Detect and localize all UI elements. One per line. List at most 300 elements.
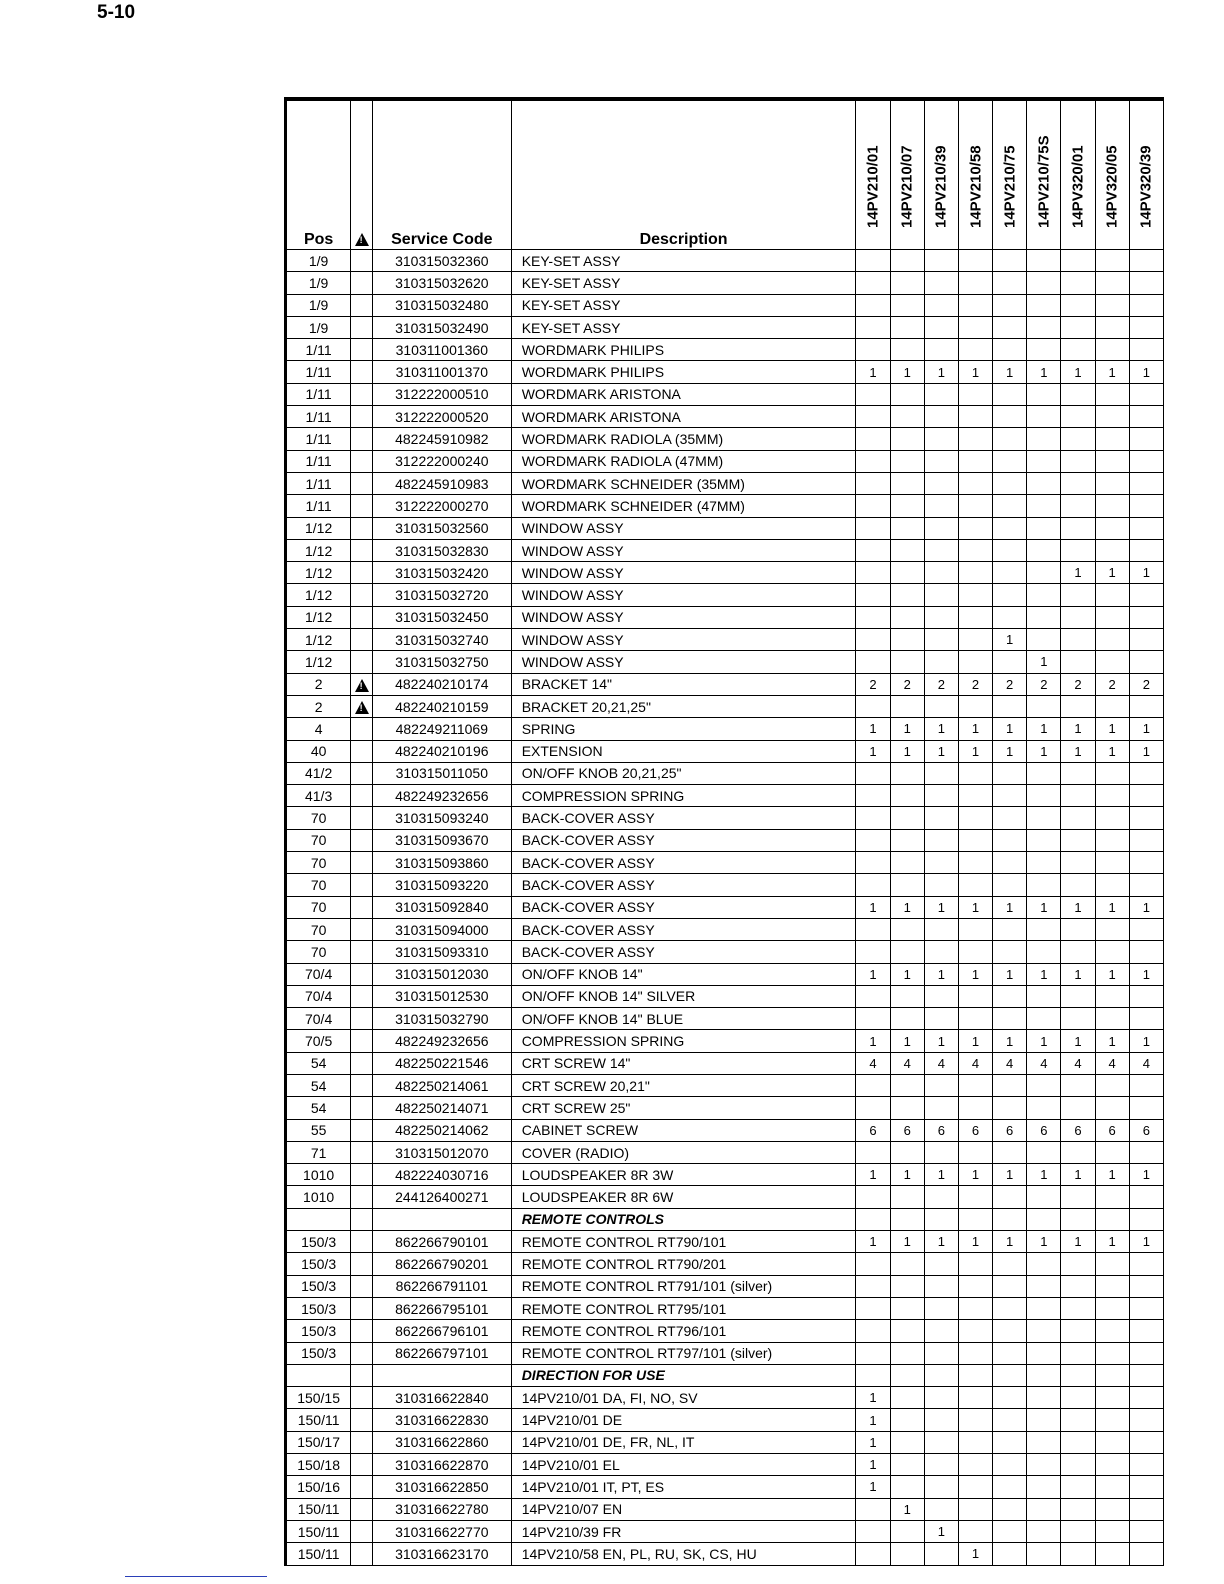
quantity-cell: [958, 1342, 992, 1364]
quantity-cell: [890, 250, 924, 272]
quantity-cell: [1129, 339, 1163, 361]
quantity-cell: [856, 829, 890, 851]
header-service-code: Service Code: [372, 99, 511, 250]
quantity-cell: [1129, 272, 1163, 294]
quantity-cell: [1027, 1387, 1061, 1409]
quantity-cell: [1095, 1186, 1129, 1208]
quantity-cell: [924, 695, 958, 717]
quantity-cell: [1129, 1454, 1163, 1476]
quantity-cell: [890, 1454, 924, 1476]
quantity-cell: [856, 1498, 890, 1520]
pos-cell: 150/17: [286, 1431, 351, 1453]
quantity-cell: 1: [993, 963, 1027, 985]
warning-cell: [351, 495, 373, 517]
quantity-cell: [856, 1520, 890, 1542]
quantity-cell: [856, 450, 890, 472]
quantity-cell: [1027, 1520, 1061, 1542]
quantity-cell: [1061, 606, 1095, 628]
quantity-cell: [958, 1387, 992, 1409]
pos-cell: 150/15: [286, 1387, 351, 1409]
description-cell: WORDMARK ARISTONA: [511, 406, 856, 428]
quantity-cell: 2: [958, 673, 992, 695]
description-cell: 14PV210/01 DA, FI, NO, SV: [511, 1387, 856, 1409]
quantity-cell: [958, 1208, 992, 1230]
description-cell: COVER (RADIO): [511, 1141, 856, 1163]
quantity-cell: [890, 785, 924, 807]
warning-triangle-icon: [355, 679, 369, 692]
quantity-cell: [993, 606, 1027, 628]
quantity-cell: [1061, 383, 1095, 405]
quantity-cell: [856, 1543, 890, 1565]
quantity-cell: [924, 1543, 958, 1565]
quantity-cell: [1129, 829, 1163, 851]
quantity-cell: [1061, 1008, 1095, 1030]
quantity-cell: [1061, 294, 1095, 316]
quantity-cell: [890, 807, 924, 829]
service-code-cell: 310315093220: [372, 874, 511, 896]
quantity-cell: [1129, 495, 1163, 517]
warning-cell: [351, 1476, 373, 1498]
quantity-cell: [958, 1253, 992, 1275]
quantity-cell: [993, 651, 1027, 673]
quantity-cell: [856, 1320, 890, 1342]
quantity-cell: [993, 428, 1027, 450]
warning-cell: [351, 1030, 373, 1052]
footer-rule: [125, 1576, 267, 1577]
description-cell: REMOTE CONTROL RT790/101: [511, 1231, 856, 1253]
service-code-cell: 310315012530: [372, 985, 511, 1007]
quantity-cell: [890, 874, 924, 896]
quantity-cell: [856, 1253, 890, 1275]
quantity-cell: [958, 941, 992, 963]
quantity-cell: [1095, 1543, 1129, 1565]
quantity-cell: [856, 250, 890, 272]
table-row: [286, 606, 1164, 628]
header-model: 14PV210/75S: [1027, 99, 1061, 250]
pos-cell: 150/11: [286, 1520, 351, 1542]
quantity-cell: [924, 1074, 958, 1096]
quantity-cell: 1: [1095, 361, 1129, 383]
quantity-cell: [1027, 807, 1061, 829]
pos-cell: 1/11: [286, 406, 351, 428]
quantity-cell: [1027, 250, 1061, 272]
table-row: [286, 1074, 1164, 1096]
quantity-cell: [856, 383, 890, 405]
quantity-cell: [993, 1476, 1027, 1498]
quantity-cell: 1: [924, 740, 958, 762]
description-cell: BRACKET 20,21,25": [511, 695, 856, 717]
quantity-cell: [1129, 517, 1163, 539]
quantity-cell: [1027, 450, 1061, 472]
quantity-cell: [1129, 651, 1163, 673]
pos-cell: 150/3: [286, 1297, 351, 1319]
section-heading: REMOTE CONTROLS: [511, 1208, 856, 1230]
quantity-cell: [1027, 1141, 1061, 1163]
quantity-cell: [1061, 1431, 1095, 1453]
pos-cell: 70: [286, 918, 351, 940]
pos-cell: 150/3: [286, 1320, 351, 1342]
quantity-cell: [1095, 406, 1129, 428]
quantity-cell: [1129, 1297, 1163, 1319]
description-cell: WINDOW ASSY: [511, 629, 856, 651]
quantity-cell: [890, 339, 924, 361]
quantity-cell: [1129, 807, 1163, 829]
quantity-cell: [958, 651, 992, 673]
quantity-cell: [856, 406, 890, 428]
quantity-cell: [1061, 985, 1095, 1007]
quantity-cell: [1027, 1097, 1061, 1119]
table-row: [286, 1297, 1164, 1319]
quantity-cell: 1: [890, 740, 924, 762]
service-code-cell: 310315032450: [372, 606, 511, 628]
quantity-cell: [1095, 1297, 1129, 1319]
quantity-cell: [1129, 1275, 1163, 1297]
quantity-cell: [924, 339, 958, 361]
quantity-cell: [1061, 941, 1095, 963]
quantity-cell: [890, 762, 924, 784]
quantity-cell: [1027, 495, 1061, 517]
quantity-cell: 1: [958, 1030, 992, 1052]
pos-cell: 150/3: [286, 1342, 351, 1364]
quantity-cell: [856, 1297, 890, 1319]
table-row: [286, 896, 1164, 918]
quantity-cell: [958, 1520, 992, 1542]
quantity-cell: [1027, 606, 1061, 628]
service-code-cell: 482250214071: [372, 1097, 511, 1119]
quantity-cell: [1095, 339, 1129, 361]
quantity-cell: [1027, 1297, 1061, 1319]
quantity-cell: [890, 852, 924, 874]
quantity-cell: [993, 1498, 1027, 1520]
quantity-cell: 1: [856, 361, 890, 383]
pos-cell: 71: [286, 1141, 351, 1163]
quantity-cell: [856, 1275, 890, 1297]
table-row: [286, 918, 1164, 940]
quantity-cell: 4: [924, 1052, 958, 1074]
pos-cell: 55: [286, 1119, 351, 1141]
service-code-cell: 310315032830: [372, 539, 511, 561]
quantity-cell: [890, 918, 924, 940]
service-code-cell: 482250214062: [372, 1119, 511, 1141]
quantity-cell: [924, 762, 958, 784]
quantity-cell: [1129, 1543, 1163, 1565]
quantity-cell: 1: [993, 718, 1027, 740]
quantity-cell: [924, 1409, 958, 1431]
quantity-cell: 2: [1061, 673, 1095, 695]
quantity-cell: [993, 874, 1027, 896]
quantity-cell: 1: [958, 963, 992, 985]
pos-cell: 150/3: [286, 1231, 351, 1253]
quantity-cell: [1027, 1543, 1061, 1565]
quantity-cell: 1: [924, 1231, 958, 1253]
quantity-cell: [958, 406, 992, 428]
quantity-cell: [924, 629, 958, 651]
pos-cell: 1/9: [286, 272, 351, 294]
service-code-cell: 312222000510: [372, 383, 511, 405]
quantity-cell: [1027, 339, 1061, 361]
quantity-cell: [856, 539, 890, 561]
quantity-cell: 6: [924, 1119, 958, 1141]
service-code-cell: 310315012070: [372, 1141, 511, 1163]
service-code-cell: 310316622830: [372, 1409, 511, 1431]
quantity-cell: [890, 629, 924, 651]
quantity-cell: [993, 250, 1027, 272]
quantity-cell: 1: [1129, 740, 1163, 762]
page-number: 5-10: [97, 2, 136, 23]
quantity-cell: [1129, 1253, 1163, 1275]
quantity-cell: [958, 762, 992, 784]
quantity-cell: [1129, 918, 1163, 940]
table-row: [286, 629, 1164, 651]
quantity-cell: [924, 294, 958, 316]
description-cell: BACK-COVER ASSY: [511, 874, 856, 896]
quantity-cell: [856, 1097, 890, 1119]
quantity-cell: 1: [1061, 1164, 1095, 1186]
quantity-cell: 1: [1061, 1030, 1095, 1052]
warning-cell: [351, 1097, 373, 1119]
description-cell: ON/OFF KNOB 14": [511, 963, 856, 985]
quantity-cell: [993, 495, 1027, 517]
table-body: [286, 250, 1164, 1566]
quantity-cell: [1095, 250, 1129, 272]
quantity-cell: 1: [958, 1164, 992, 1186]
pos-cell: 70/4: [286, 1008, 351, 1030]
quantity-cell: [1027, 1409, 1061, 1431]
quantity-cell: 1: [1061, 361, 1095, 383]
quantity-cell: [1027, 428, 1061, 450]
quantity-cell: [1095, 1275, 1129, 1297]
quantity-cell: [1095, 472, 1129, 494]
quantity-cell: [1095, 1141, 1129, 1163]
table-row: [286, 316, 1164, 338]
quantity-cell: [1061, 1141, 1095, 1163]
pos-cell: 1/12: [286, 517, 351, 539]
quantity-cell: [993, 1454, 1027, 1476]
quantity-cell: [1095, 584, 1129, 606]
quantity-cell: [1129, 985, 1163, 1007]
quantity-cell: [1061, 651, 1095, 673]
table-row: [286, 294, 1164, 316]
pos-cell: 70: [286, 896, 351, 918]
warning-cell: [351, 852, 373, 874]
quantity-cell: [1027, 562, 1061, 584]
quantity-cell: 1: [1095, 1231, 1129, 1253]
table-row: [286, 517, 1164, 539]
quantity-cell: [924, 584, 958, 606]
quantity-cell: 1: [856, 1431, 890, 1453]
quantity-cell: [958, 829, 992, 851]
quantity-cell: [1095, 874, 1129, 896]
description-cell: EXTENSION: [511, 740, 856, 762]
quantity-cell: [993, 1320, 1027, 1342]
quantity-cell: [924, 517, 958, 539]
quantity-cell: [993, 852, 1027, 874]
quantity-cell: [890, 495, 924, 517]
description-cell: WORDMARK RADIOLA (47MM): [511, 450, 856, 472]
quantity-cell: [1129, 383, 1163, 405]
quantity-cell: 1: [890, 718, 924, 740]
quantity-cell: 1: [1027, 896, 1061, 918]
pos-cell: 70: [286, 829, 351, 851]
parts-list-table: [284, 97, 1155, 1584]
quantity-cell: [1129, 695, 1163, 717]
quantity-cell: 1: [993, 361, 1027, 383]
quantity-cell: [856, 695, 890, 717]
table-row: [286, 852, 1164, 874]
service-code-cell: 310315093860: [372, 852, 511, 874]
warning-cell: [351, 539, 373, 561]
service-code-cell: 310315094000: [372, 918, 511, 940]
quantity-cell: [1061, 1476, 1095, 1498]
quantity-cell: [1129, 852, 1163, 874]
quantity-cell: 1: [1061, 963, 1095, 985]
description-cell: KEY-SET ASSY: [511, 272, 856, 294]
warning-cell: [351, 1231, 373, 1253]
quantity-cell: [1129, 941, 1163, 963]
quantity-cell: [958, 428, 992, 450]
service-code-cell: 862266795101: [372, 1297, 511, 1319]
table-row: [286, 1387, 1164, 1409]
quantity-cell: [1061, 1186, 1095, 1208]
quantity-cell: 1: [1061, 562, 1095, 584]
quantity-cell: [958, 918, 992, 940]
pos-cell: 150/11: [286, 1543, 351, 1565]
quantity-cell: [958, 339, 992, 361]
quantity-cell: [1129, 1074, 1163, 1096]
service-code-cell: 310311001360: [372, 339, 511, 361]
table-row: [286, 874, 1164, 896]
quantity-cell: [856, 1008, 890, 1030]
service-code-cell: 310316622780: [372, 1498, 511, 1520]
quantity-cell: [958, 1409, 992, 1431]
quantity-cell: [1061, 517, 1095, 539]
service-code-cell: 482249211069: [372, 718, 511, 740]
quantity-cell: 1: [924, 963, 958, 985]
description-cell: SPRING: [511, 718, 856, 740]
service-code-cell: 482250214061: [372, 1074, 511, 1096]
quantity-cell: [1129, 785, 1163, 807]
quantity-cell: [924, 406, 958, 428]
quantity-cell: [924, 562, 958, 584]
quantity-cell: [993, 1008, 1027, 1030]
quantity-cell: [1129, 1008, 1163, 1030]
description-cell: REMOTE CONTROL RT791/101 (silver): [511, 1275, 856, 1297]
quantity-cell: [1129, 250, 1163, 272]
table-row: [286, 1520, 1164, 1542]
warning-cell: [351, 450, 373, 472]
warning-cell: [351, 1275, 373, 1297]
pos-cell: 1/9: [286, 294, 351, 316]
quantity-cell: [890, 1097, 924, 1119]
description-cell: REMOTE CONTROL RT795/101: [511, 1297, 856, 1319]
pos-cell: 1/11: [286, 472, 351, 494]
quantity-cell: [958, 1364, 992, 1386]
quantity-cell: [924, 316, 958, 338]
table-row: [286, 1119, 1164, 1141]
quantity-cell: [924, 472, 958, 494]
description-cell: REMOTE CONTROL RT790/201: [511, 1253, 856, 1275]
quantity-cell: [1027, 472, 1061, 494]
quantity-cell: [993, 539, 1027, 561]
quantity-cell: [1061, 1208, 1095, 1230]
table-row: [286, 1364, 1164, 1386]
description-cell: CRT SCREW 20,21": [511, 1074, 856, 1096]
warning-cell: [351, 1297, 373, 1319]
warning-cell: [351, 1052, 373, 1074]
description-cell: KEY-SET ASSY: [511, 316, 856, 338]
description-cell: WINDOW ASSY: [511, 584, 856, 606]
pos-cell: 150/11: [286, 1498, 351, 1520]
quantity-cell: [856, 874, 890, 896]
quantity-cell: [993, 1186, 1027, 1208]
warning-cell: [351, 1520, 373, 1542]
quantity-cell: [856, 316, 890, 338]
warning-cell: [351, 1253, 373, 1275]
table-row: [286, 1476, 1164, 1498]
description-cell: 14PV210/07 EN: [511, 1498, 856, 1520]
warning-cell: [351, 673, 373, 695]
quantity-cell: [856, 472, 890, 494]
table-row: [286, 383, 1164, 405]
pos-cell: 70/4: [286, 985, 351, 1007]
quantity-cell: [958, 1431, 992, 1453]
quantity-cell: [1129, 874, 1163, 896]
quantity-cell: [924, 1297, 958, 1319]
quantity-cell: [1027, 695, 1061, 717]
quantity-cell: [958, 1186, 992, 1208]
quantity-cell: [890, 606, 924, 628]
quantity-cell: [924, 1364, 958, 1386]
quantity-cell: [1061, 428, 1095, 450]
quantity-cell: 1: [993, 896, 1027, 918]
table-row: [286, 762, 1164, 784]
quantity-cell: [1129, 606, 1163, 628]
quantity-cell: [1027, 406, 1061, 428]
description-cell: WORDMARK PHILIPS: [511, 339, 856, 361]
warning-cell: [351, 918, 373, 940]
section-heading: DIRECTION FOR USE: [511, 1364, 856, 1386]
quantity-cell: 2: [1027, 673, 1061, 695]
quantity-cell: [1129, 450, 1163, 472]
description-cell: 14PV210/01 DE, FR, NL, IT: [511, 1431, 856, 1453]
quantity-cell: [890, 316, 924, 338]
table-row: [286, 673, 1164, 695]
table-row: [286, 361, 1164, 383]
quantity-cell: 1: [890, 1030, 924, 1052]
pos-cell: 1010: [286, 1186, 351, 1208]
pos-cell: 41/3: [286, 785, 351, 807]
quantity-cell: 6: [993, 1119, 1027, 1141]
quantity-cell: [856, 1342, 890, 1364]
table-row: [286, 1164, 1164, 1186]
description-cell: REMOTE CONTROL RT796/101: [511, 1320, 856, 1342]
service-code-cell: 310315032620: [372, 272, 511, 294]
quantity-cell: [1095, 606, 1129, 628]
quantity-cell: 2: [1129, 673, 1163, 695]
table-row: [286, 1275, 1164, 1297]
quantity-cell: [1129, 316, 1163, 338]
quantity-cell: [856, 1186, 890, 1208]
quantity-cell: 1: [1061, 1231, 1095, 1253]
warning-cell: [351, 1186, 373, 1208]
header-row: [286, 99, 1164, 250]
quantity-cell: [1061, 1543, 1095, 1565]
quantity-cell: [958, 1297, 992, 1319]
warning-triangle-icon: [355, 701, 369, 714]
service-code-cell: 310316622850: [372, 1476, 511, 1498]
quantity-cell: [1095, 985, 1129, 1007]
quantity-cell: [1061, 1520, 1095, 1542]
